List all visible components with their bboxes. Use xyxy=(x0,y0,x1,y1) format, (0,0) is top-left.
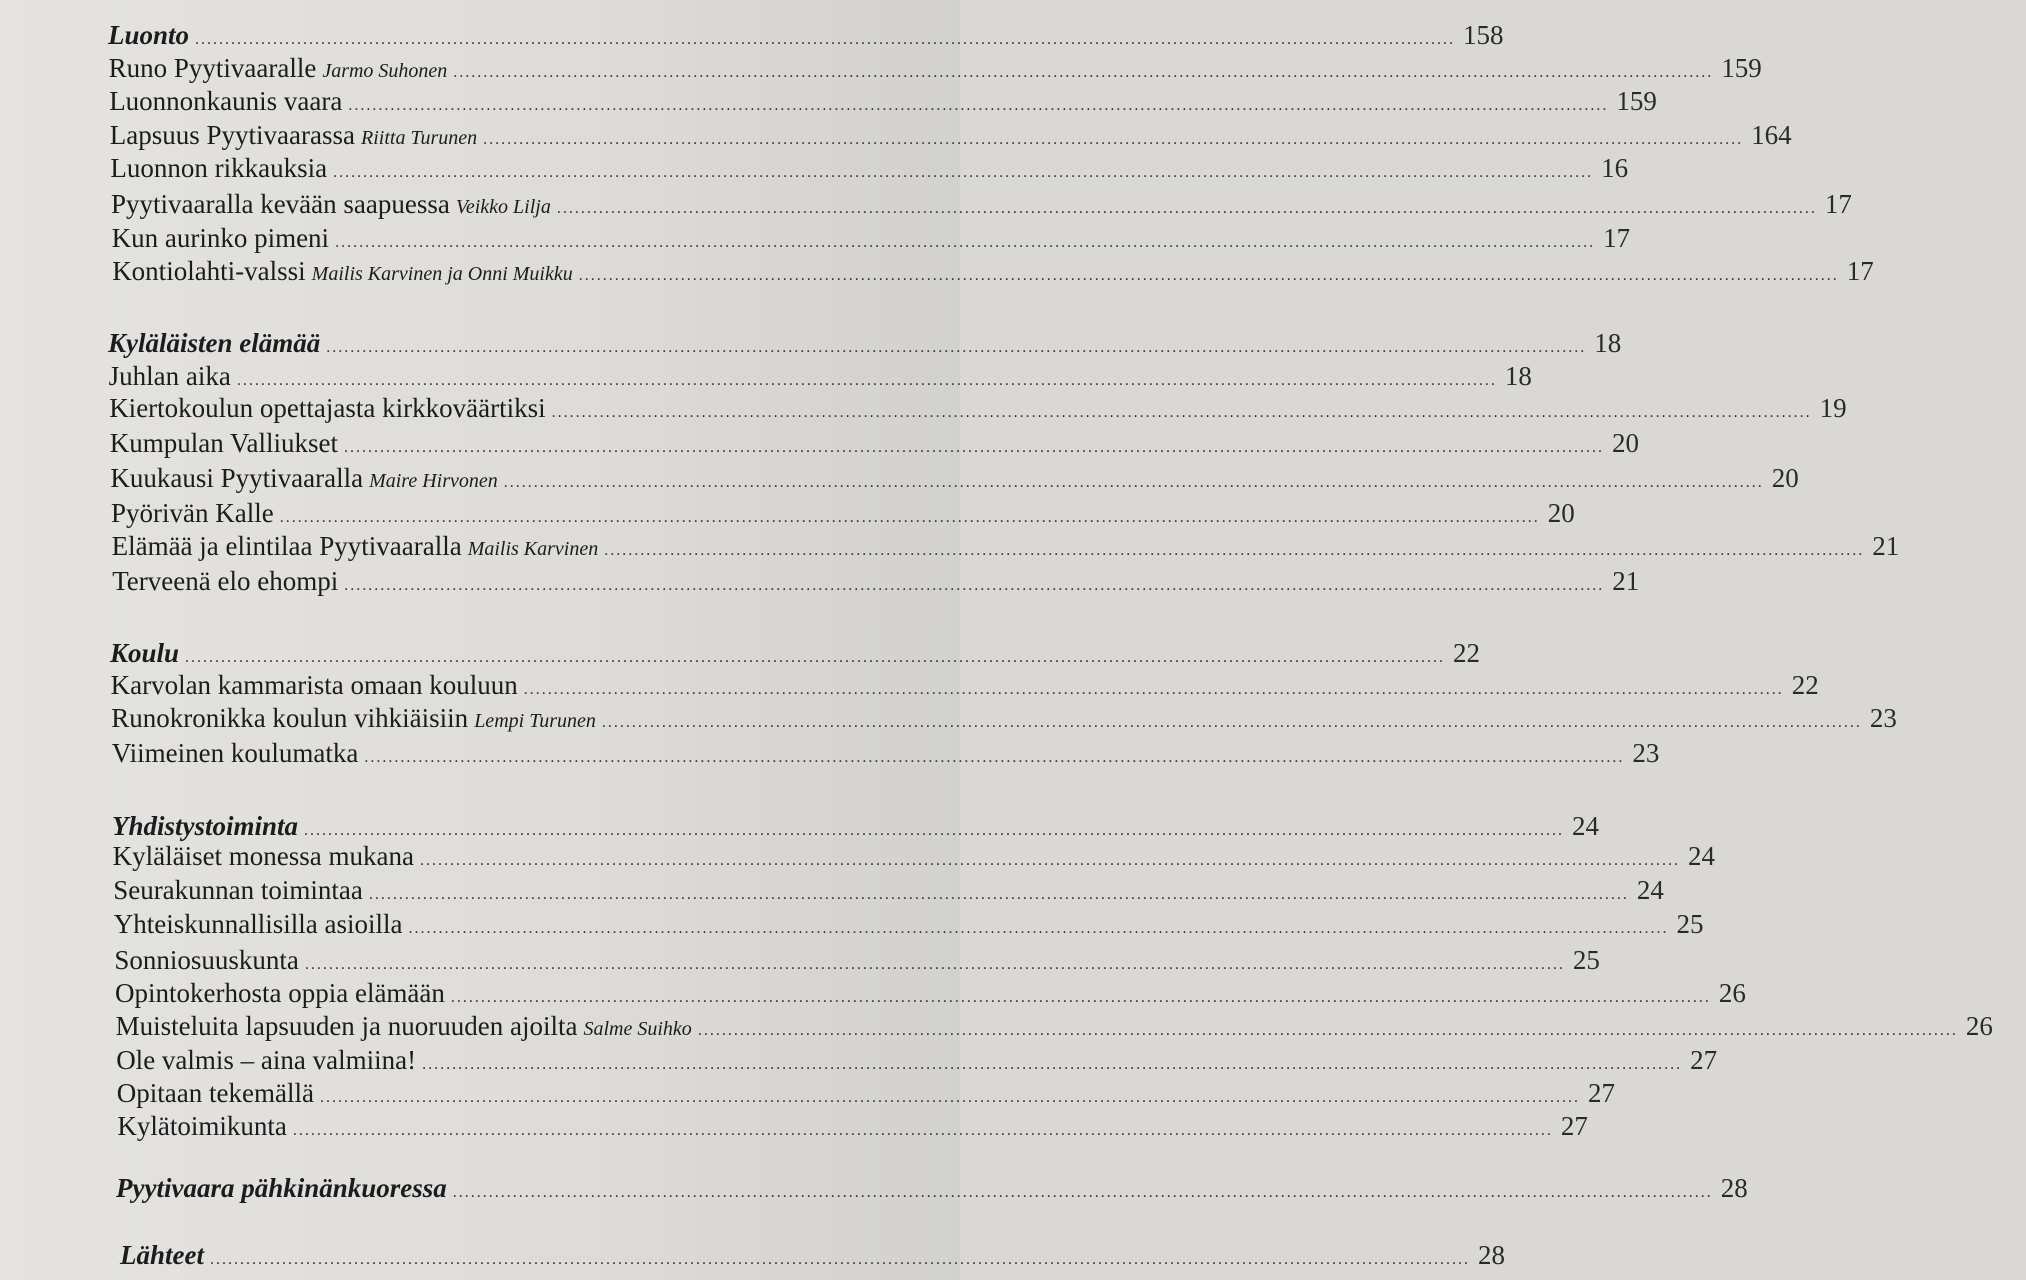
dot-leader xyxy=(453,1184,1713,1202)
toc-entry[interactable] xyxy=(116,1045,1718,1077)
toc-entry[interactable] xyxy=(111,223,1631,255)
toc-section-heading[interactable] xyxy=(120,1240,1505,1272)
entry-author: Mailis Karvinen ja Onni Muikku xyxy=(311,263,573,285)
entry-title: Kun aurinko pimeni xyxy=(111,223,330,253)
toc-entry[interactable] xyxy=(110,463,1799,495)
dot-leader xyxy=(344,577,1604,595)
toc-entry[interactable] xyxy=(117,1111,1588,1143)
dot-leader xyxy=(195,31,1455,49)
entry-title: Opitaan tekemällä xyxy=(116,1078,314,1108)
entry-title: Kontiolahti-valssi xyxy=(112,256,306,286)
page-number: 26 xyxy=(1718,978,1746,1008)
dot-leader xyxy=(333,164,1593,182)
entry-title: Kiertokoulun opettajasta kirkkoväärtiksi xyxy=(109,393,546,423)
entry-title: Pyörivän Kalle xyxy=(111,498,274,528)
page-number: 20 xyxy=(1612,428,1640,458)
dot-leader xyxy=(409,920,1669,938)
entry-author: Mailis Karvinen xyxy=(467,538,599,560)
dot-leader xyxy=(451,989,1711,1007)
toc-section-heading[interactable] xyxy=(116,1173,1748,1205)
entry-title: Ole valmis – aina valmiina! xyxy=(116,1045,417,1075)
entry-author: Maire Hirvonen xyxy=(369,470,498,492)
dot-leader xyxy=(348,97,1608,115)
entry-title: Kyläläisten elämää xyxy=(108,328,321,358)
toc-entry[interactable] xyxy=(112,841,1716,873)
page-number: 22 xyxy=(1791,670,1819,700)
page-number: 20 xyxy=(1547,498,1575,528)
page-number: 28 xyxy=(1720,1173,1748,1203)
dot-leader xyxy=(483,131,1743,149)
entry-title: Luonnonkaunis vaara xyxy=(109,86,343,116)
page-number: 25 xyxy=(1572,945,1600,975)
dot-leader xyxy=(304,822,1564,840)
entry-title: Opintokerhosta oppia elämään xyxy=(115,978,445,1008)
toc-entry[interactable] xyxy=(109,86,1657,118)
dot-leader xyxy=(344,439,1604,457)
toc-entry[interactable] xyxy=(111,189,1852,221)
page-number: 24 xyxy=(1688,841,1716,871)
entry-title: Runo Pyytivaaralle xyxy=(108,53,317,83)
toc-entry[interactable] xyxy=(113,875,1664,907)
dot-leader xyxy=(305,956,1565,974)
toc-entry[interactable] xyxy=(111,703,1897,735)
dot-leader xyxy=(422,1056,1682,1074)
dot-leader xyxy=(604,542,1864,560)
page-number: 22 xyxy=(1453,638,1481,668)
dot-leader xyxy=(237,372,1497,390)
page-number: 24 xyxy=(1636,875,1664,905)
page-number: 27 xyxy=(1690,1045,1718,1075)
page-number: 17 xyxy=(1824,189,1852,219)
toc-section-heading[interactable] xyxy=(108,20,1504,52)
page-number: 18 xyxy=(1504,361,1532,391)
toc-section-heading[interactable] xyxy=(108,328,1622,360)
page-number: 26 xyxy=(1965,1011,1993,1041)
entry-title: Karvolan kammarista omaan kouluun xyxy=(110,670,518,700)
page-number: 25 xyxy=(1676,909,1704,939)
page-number: 27 xyxy=(1560,1111,1588,1141)
dot-leader xyxy=(698,1022,1958,1040)
entry-title: Lähteet xyxy=(120,1240,204,1270)
toc-entry[interactable] xyxy=(109,428,1640,460)
entry-title: Sonniosuuskunta xyxy=(114,945,299,975)
page-number: 18 xyxy=(1594,328,1622,358)
page-number: 23 xyxy=(1632,738,1660,768)
entry-title: Runokronikka koulun vihkiäisiin xyxy=(111,703,469,733)
entry-author: Riitta Turunen xyxy=(361,127,478,149)
toc-entry[interactable] xyxy=(110,670,1819,702)
entry-title: Kyläläiset monessa mukana xyxy=(112,841,415,871)
entry-author: Jarmo Suhonen xyxy=(322,60,448,82)
dot-leader xyxy=(369,886,1629,904)
toc-entry[interactable] xyxy=(114,945,1600,977)
dot-leader xyxy=(320,1089,1580,1107)
page-number: 158 xyxy=(1463,20,1504,50)
page-number: 159 xyxy=(1721,53,1762,83)
toc-entry[interactable] xyxy=(109,120,1792,152)
page-number: 24 xyxy=(1572,811,1600,841)
toc-section-heading[interactable] xyxy=(112,811,1600,843)
entry-title: Luonnon rikkauksia xyxy=(110,153,328,183)
dot-leader xyxy=(420,852,1680,870)
toc-entry[interactable] xyxy=(111,738,1660,770)
toc-entry[interactable] xyxy=(111,531,1900,563)
toc-entry[interactable] xyxy=(113,909,1704,941)
page-number: 17 xyxy=(1846,256,1874,286)
page-number: 28 xyxy=(1477,1240,1505,1270)
entry-author: Veikko Lilja xyxy=(455,196,551,218)
toc-entry[interactable] xyxy=(115,1011,1993,1043)
toc-entry[interactable] xyxy=(108,361,1532,393)
toc-entry[interactable] xyxy=(112,566,1640,598)
entry-title: Kumpulan Valliukset xyxy=(109,428,339,458)
dot-leader xyxy=(185,649,1445,667)
page-number: 159 xyxy=(1616,86,1657,116)
entry-author: Lempi Turunen xyxy=(474,710,596,732)
dot-leader xyxy=(524,681,1784,699)
toc-entry[interactable] xyxy=(110,153,1629,185)
entry-title: Kuukausi Pyytivaaralla xyxy=(110,463,364,493)
toc-section-heading[interactable] xyxy=(110,638,1481,670)
dot-leader xyxy=(453,64,1713,82)
page-number: 16 xyxy=(1601,153,1629,183)
entry-title: Kylätoimikunta xyxy=(117,1111,287,1141)
dot-leader xyxy=(364,749,1624,767)
entry-title: Terveenä elo ehompi xyxy=(112,566,339,596)
entry-title: Seurakunnan toimintaa xyxy=(113,875,363,905)
toc-entry[interactable] xyxy=(108,53,1762,85)
toc-entry[interactable] xyxy=(112,256,1874,288)
page-number: 19 xyxy=(1819,393,1847,423)
entry-title: Juhlan aika xyxy=(108,361,231,391)
toc-entry[interactable] xyxy=(111,498,1575,530)
page-number: 20 xyxy=(1771,463,1799,493)
dot-leader xyxy=(579,267,1839,285)
page-number: 17 xyxy=(1603,223,1631,253)
toc-entry[interactable] xyxy=(109,393,1847,425)
toc-entry[interactable] xyxy=(116,1078,1615,1110)
page-number: 23 xyxy=(1869,703,1897,733)
entry-title: Pyytivaaralla kevään saapuessa xyxy=(111,189,450,219)
dot-leader xyxy=(602,714,1862,732)
entry-title: Viimeinen koulumatka xyxy=(111,738,359,768)
dot-leader xyxy=(335,234,1595,252)
entry-title: Luonto xyxy=(108,20,190,50)
entry-title: Yhdistystoiminta xyxy=(112,811,299,841)
entry-title: Koulu xyxy=(110,638,180,668)
dot-leader xyxy=(504,474,1764,492)
page-number: 21 xyxy=(1872,531,1900,561)
dot-leader xyxy=(293,1122,1553,1140)
entry-title: Muisteluita lapsuuden ja nuoruuden ajoilta xyxy=(115,1011,578,1041)
entry-title: Pyytivaara pähkinänkuoressa xyxy=(116,1173,447,1203)
entry-title: Lapsuus Pyytivaarassa xyxy=(109,120,355,150)
dot-leader xyxy=(280,509,1540,527)
dot-leader xyxy=(326,339,1586,357)
entry-title: Elämää ja elintilaa Pyytivaaralla xyxy=(111,531,462,561)
dot-leader xyxy=(557,200,1817,218)
dot-leader xyxy=(210,1251,1470,1269)
dot-leader xyxy=(552,404,1812,422)
page-number: 21 xyxy=(1612,566,1640,596)
entry-author: Salme Suihko xyxy=(583,1018,692,1040)
page-number: 164 xyxy=(1751,120,1792,150)
entry-title: Yhteiskunnallisilla asioilla xyxy=(113,909,403,939)
page-number: 27 xyxy=(1587,1078,1615,1108)
toc-entry[interactable] xyxy=(115,978,1746,1010)
